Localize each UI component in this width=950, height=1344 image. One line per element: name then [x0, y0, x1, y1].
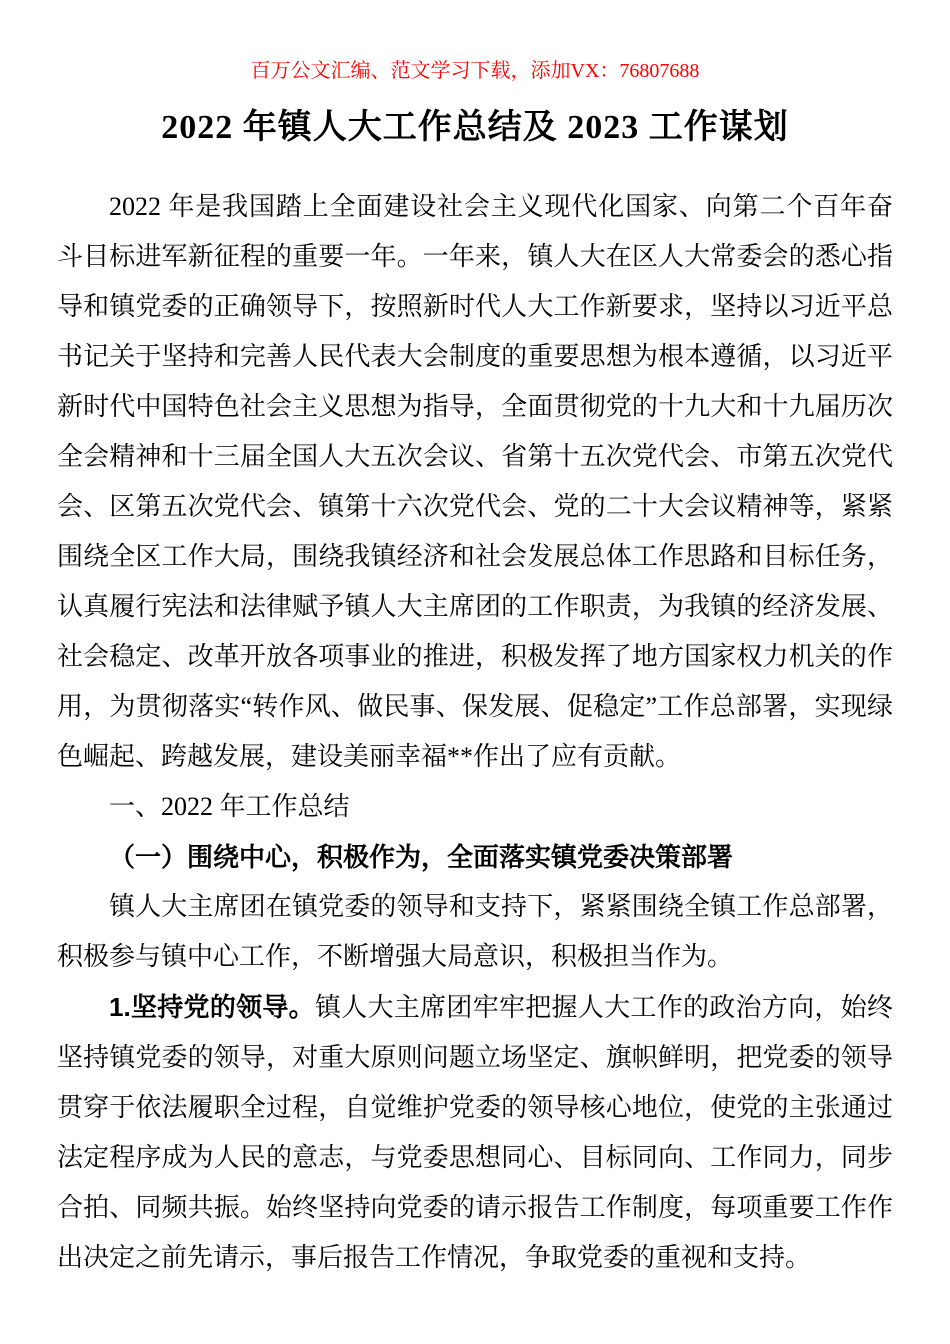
promo-banner: 百万公文汇编、范文学习下载，添加VX：76807688 — [250, 60, 700, 82]
paragraph-point-1 — [57, 982, 893, 1283]
document-title: 2022 年镇人大工作总结及 2023 工作谋划 — [161, 109, 789, 146]
paragraph-subsection-1-intro: 镇人大主席团在镇党委的领导和支持下，紧紧围绕全镇工作总部署，积极参与镇中心工作，不断增强大局意识，积极担当作为。 — [57, 892, 893, 971]
section-heading-2022-summary: 一、2022 年工作总结 — [109, 792, 350, 821]
paragraph-intro: 2022 年是我国踏上全面建设社会主义现代化国家、向第二个百年奋斗目标进军新征程的重要一年。一年来，镇人大在区人大常委会的悉心指导和镇党委的正确领导下，按照新时代人大工作新要求，坚持以习近平总书记关于坚持和完善人民代表大会制度的重要思想为根本遵循，以习近平新时代中国特色社会主义思想为指导，全面贯彻党的十九大和十九届历次全会精神和十三届全国人大五次会议、省第十五次党代会、市第五次党代会、区第五次党代会、镇第十六次党代会、党的二十大会议精神等，紧紧围绕全区工作大局，围绕我镇经济和社会发展总体工作思路和目标任务，认真履行宪法和法律赋予镇人大主席团的工作职责，为我镇的经济发展、社会稳定、改革开放各项事业的推进，积极发挥了地方国家权力机关的作用，为贯彻落实“转作风、做民事、保发展、促稳定”工作总部署，实现绿色崛起、跨越发展，建设美丽幸福**作出了应有贡献。 — [57, 192, 893, 771]
point-1-text: 镇人大主席团牢牢把握人大工作的政治方向，始终坚持镇党委的领导，对重大原则问题立场坚定、旗帜鲜明，把党委的领导贯穿于依法履职全过程，自觉维护党委的领导核心地位，使党的主张通过法定程序成为人民的意志，与党委思想同心、目标同向、工作同力，同步合拍、同频共振。始终坚持向党委的请示报告工作制度，每项重要工作作出决定之前先请示，事后报告工作情况，争取党委的重视和支持。 — [57, 993, 893, 1272]
point-1-lead: 1.坚持党的领导。 — [109, 992, 315, 1022]
subsection-heading-1: （一）围绕中心，积极作为，全面落实镇党委决策部署 — [109, 842, 734, 872]
document-body — [57, 182, 893, 1283]
